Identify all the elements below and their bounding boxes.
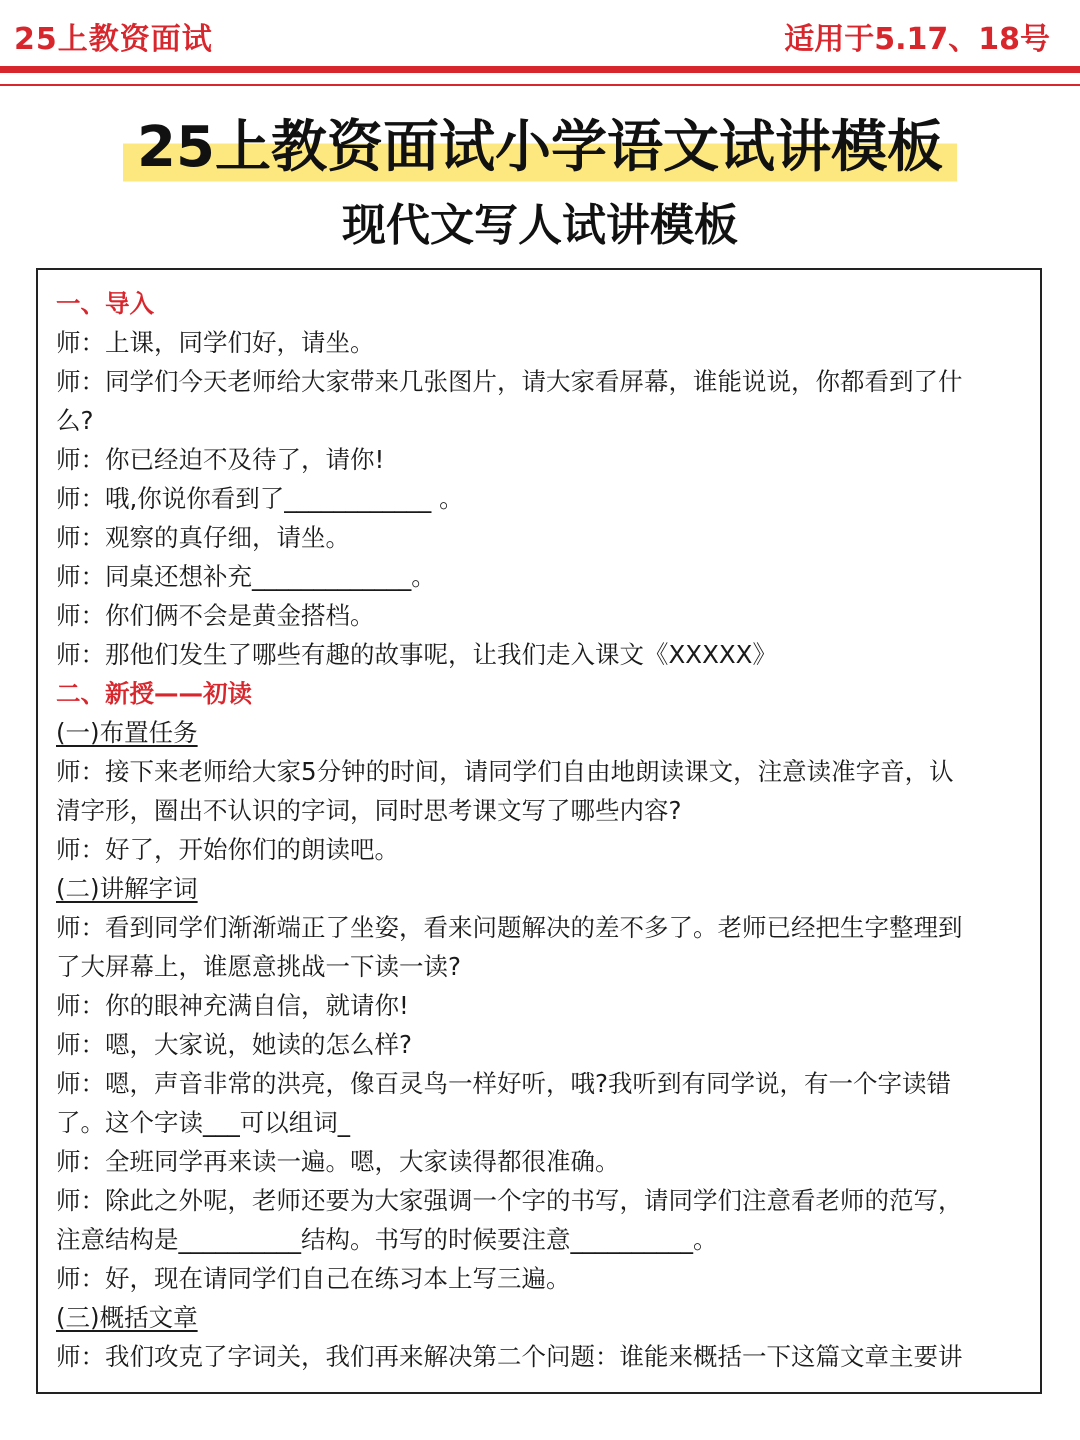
subsection-heading: (一)布置任务 — [56, 718, 198, 747]
content-line: 师：好，现在请同学们自己在练习本上写三遍。 — [56, 1264, 571, 1293]
top-bar — [0, 0, 1080, 66]
header-rule-thick — [0, 66, 1080, 73]
content-line: 师：好了，开始你们的朗读吧。 — [56, 835, 399, 864]
content-line: 么? — [56, 406, 94, 435]
header-left-label: 25上教资面试 — [14, 22, 213, 57]
content-line: 师：上课，同学们好，请坐。 — [56, 328, 375, 357]
content-line: 师：那他们发生了哪些有趣的故事呢，让我们走入课文《XXXXX》 — [56, 640, 777, 669]
subsection-heading: (二)讲解字词 — [56, 874, 198, 903]
content-line: 师：看到同学们渐渐端正了坐姿，看来问题解决的差不多了。老师已经把生字整理到 — [56, 913, 963, 942]
content-line: 师：我们攻克了字词关，我们再来解决第二个问题：谁能来概括一下这篇文章主要讲 — [56, 1342, 963, 1371]
header-right-label: 适用于5.17、18号 — [784, 22, 1050, 57]
main-title: 25上教资面试小学语文试讲模板 — [123, 110, 957, 186]
section-heading: 二、新授——初读 — [56, 679, 252, 708]
header-rule-thin — [0, 84, 1080, 86]
content-box — [36, 268, 1042, 1394]
content-line: 注意结构是__________结构。书写的时候要注意__________。 — [56, 1225, 718, 1254]
content-line: 师：接下来老师给大家5分钟的时间，请同学们自由地朗读课文，注意读准字音，认 — [56, 757, 954, 786]
content-line: 师：你已经迫不及待了，请你! — [56, 445, 385, 474]
content-line: 师：你们俩不会是黄金搭档。 — [56, 601, 375, 630]
subtitle: 现代文写人试讲模板 — [342, 200, 738, 251]
content-line: 师：哦,你说你看到了____________ 。 — [56, 484, 464, 513]
content-line: 师：同桌还想补充_____________。 — [56, 562, 436, 591]
content-line: 师：除此之外呢，老师还要为大家强调一个字的书写，请同学们注意看老师的范写， — [56, 1186, 963, 1215]
content-line: 清字形，圈出不认识的字词，同时思考课文写了哪些内容? — [56, 796, 682, 825]
main-title-wrap — [0, 110, 1080, 186]
content-line: 师：嗯，大家说，她读的怎么样? — [56, 1030, 413, 1059]
content-line: 师：你的眼神充满自信，就请你! — [56, 991, 409, 1020]
content-line: 师：同学们今天老师给大家带来几张图片，请大家看屏幕，谁能说说，你都看到了什 — [56, 367, 963, 396]
content-line: 师：观察的真仔细，请坐。 — [56, 523, 350, 552]
content-line: 师：嗯，声音非常的洪亮，像百灵鸟一样好听，哦?我听到有同学说，有一个字读错 — [56, 1069, 951, 1098]
content-line: 了大屏幕上，谁愿意挑战一下读一读? — [56, 952, 462, 981]
content-line: 了。这个字读___可以组词_ — [56, 1108, 350, 1137]
content-line: 师：全班同学再来读一遍。嗯，大家读得都很准确。 — [56, 1147, 620, 1176]
subsection-heading: (三)概括文章 — [56, 1303, 198, 1332]
section-heading: 一、导入 — [56, 289, 154, 318]
